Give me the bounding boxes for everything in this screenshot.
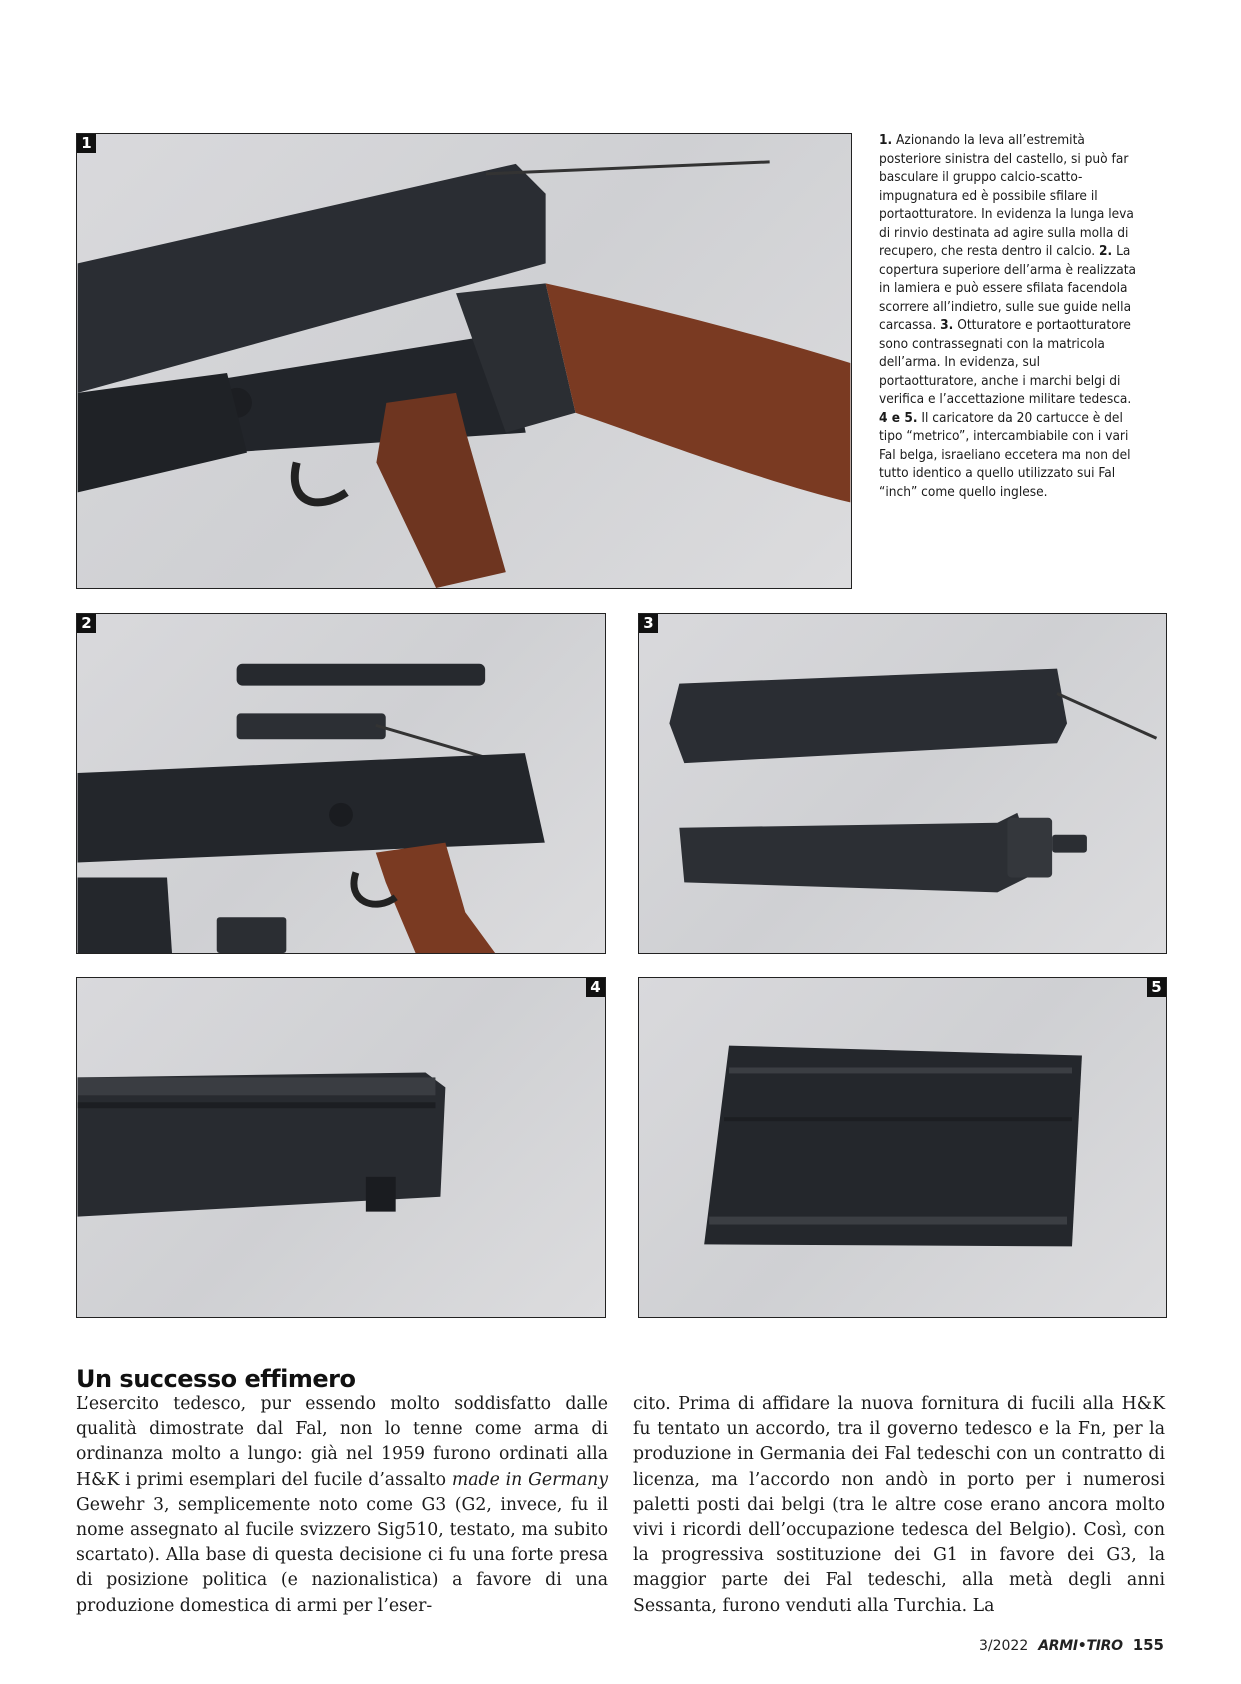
article-text: cito. Prima di affidare la nuova fornitura di fucili alla H&K fu tentato un accordo, tra il governo tedesco e la Fn, per la produzione in Germania dei Fal tedeschi con un contratto di licenza, ma l’accordo non andò in porto per i numerosi paletti posti dai belgi (tra le altre cose erano ancora molto vivi i ricordi dell’occupazione tedesca del Belgio). Così, con la progressiva sostituzione dei G1 in favore dei G3, la maggior parte dei Fal tedeschi, alla metà degli anni Sessanta, furono venduti alla Turchia. La (633, 1394, 1165, 1616)
photo-2-disassembled-rifle (76, 613, 606, 954)
photo-1-illustration (77, 134, 851, 588)
photo-4-magazine-detail (76, 977, 606, 1318)
photo-number: 1 (77, 134, 96, 153)
page-number: 155 (1132, 1636, 1164, 1654)
caption-ref-1: 1. (879, 132, 893, 148)
caption-text-1: Azionando la leva all’estremità posteriore sinistra del castello, si può far basculare il gruppo calcio-scatto-impugnatura ed è possibile sfilare il portaotturatore. In evidenza la lunga leva di rinvio destinata ad agire sulla molla di recupero, che resta dentro il calcio. (879, 132, 1134, 259)
article-text: Gewehr 3, semplicemente noto come G3 (G2, invece, fu il nome assegnato al fucile svizzero Sig510, testato, ma subito scartato). Alla base di questa decisione ci fu una forte presa di posizione politica (e nazionalistica) a favore di una produzione domestica di armi per l’eser- (76, 1494, 608, 1616)
issue-number: 3/2022 (978, 1638, 1029, 1654)
photo-caption (879, 131, 1141, 501)
photo-2-illustration (77, 614, 605, 953)
caption-ref-2: 2. (1099, 243, 1113, 259)
photo-number: 2 (77, 614, 96, 633)
photo-5-illustration (639, 978, 1166, 1317)
photo-5-magazine (638, 977, 1167, 1318)
photo-number: 3 (639, 614, 658, 633)
photo-3-illustration (639, 614, 1166, 953)
caption-text-4-5: Il caricatore da 20 cartucce è del tipo “metrico”, intercambiabile con i vari Fal belga, israeliano eccetera ma non del tutto identico a quello utilizzato sui Fal “inch” come quello inglese. (879, 409, 1131, 500)
caption-text-3: Otturatore e portaotturatore sono contrassegnati con la matricola dell’arma. In evidenza, sul portaotturatore, anche i marchi belgi di verifica e l’accettazione militare tedesca. (879, 317, 1132, 407)
photo-1-rifle-receiver (76, 133, 852, 589)
photo-4-illustration (77, 978, 605, 1317)
article-text: L’esercito tedesco, pur essendo molto soddisfatto dalle qualità dimostrate dal Fal, non lo tenne come arma di ordinanza molto a lungo: già nel 1959 furono ordinati alla H&K i primi esemplari del fucile d’assalto (76, 1394, 608, 1490)
magazine-logo: ARMI•TIRO (1038, 1638, 1123, 1654)
caption-ref-4-5: 4 e 5. (879, 409, 918, 426)
article-column-2 (633, 1392, 1165, 1619)
photo-3-bolt-and-carrier (638, 613, 1167, 954)
caption-text-2: La copertura superiore dell’arma è realizzata in lamiera e può essere sfilata facendola scorrere all’indietro, sulle sue guide nella carcassa. (879, 243, 1137, 333)
page-footer (979, 1636, 1164, 1654)
article-heading: Un successo effimero (76, 1365, 356, 1393)
article-italic-text: made in Germany (451, 1469, 609, 1490)
photo-number: 4 (586, 978, 605, 997)
photo-number: 5 (1147, 978, 1166, 997)
caption-ref-3: 3. (940, 317, 954, 333)
article-column-1 (76, 1392, 608, 1619)
